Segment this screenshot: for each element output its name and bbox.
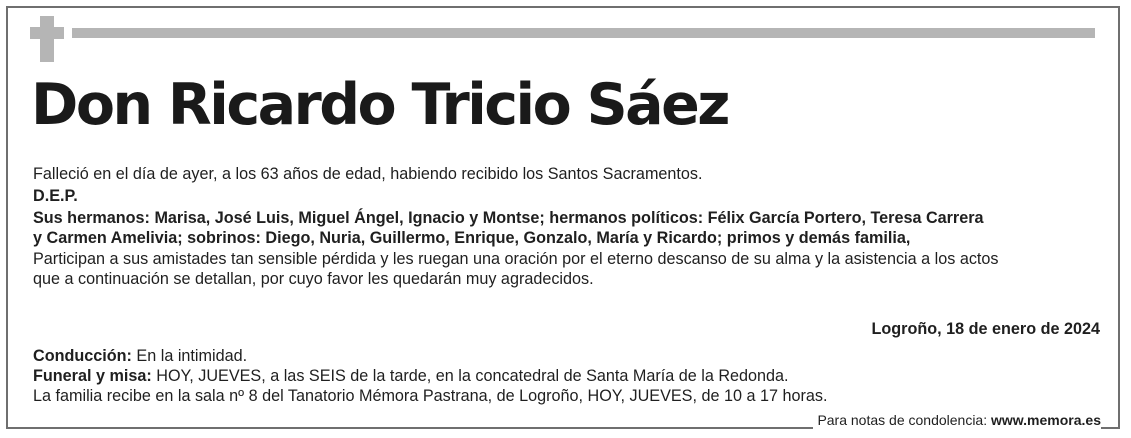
wake-line: La familia recibe en la sala nº 8 del Tanatorio Mémora Pastrana, de Logroño, HOY, JUEVES, de 10 a 17 horas. [33,387,828,405]
conduccion-value: En la intimidad. [131,347,248,365]
invitation-line-1: Participan a sus amistades tan sensible pérdida y les ruegan una oración por el eterno descanso de su alma y la asistencia a los actos [33,250,999,268]
dep-text: D.E.P. [33,187,78,205]
funeral-line [33,366,1103,386]
place-date: Logroño, 18 de enero de 2024 [871,320,1100,338]
funeral-label: Funeral y misa: [33,367,152,385]
services-section [33,346,1103,406]
condolence-footer [813,411,1101,429]
invitation-line-2: que a continuación se detallan, por cuyo favor les quedarán muy agradecidos. [33,270,594,288]
deceased-name: Don Ricardo Tricio Sáez [31,72,728,138]
obituary-body [33,164,1103,289]
announcement-text: Falleció en el día de ayer, a los 63 años de edad, habiendo recibido los Santos Sacramentos. [33,165,703,183]
condolence-link[interactable]: www.memora.es [991,412,1101,428]
conduccion-line [33,346,1103,366]
family-line-1: Sus hermanos: Marisa, José Luis, Miguel Ángel, Ignacio y Montse; hermanos políticos: Félix García Portero, Teresa Carrera [33,209,984,227]
conduccion-label: Conducción: [33,347,132,365]
top-rule [72,28,1095,38]
family-line-2: y Carmen Amelivia; sobrinos: Diego, Nuria, Guillermo, Enrique, Gonzalo, María y Ricardo; primos y demás familia, [33,229,911,247]
condolence-label: Para notas de condolencia: [817,412,992,428]
cross-icon [30,16,64,62]
funeral-value: HOY, JUEVES, a las SEIS de la tarde, en la concatedral de Santa María de la Redonda. [151,367,789,385]
